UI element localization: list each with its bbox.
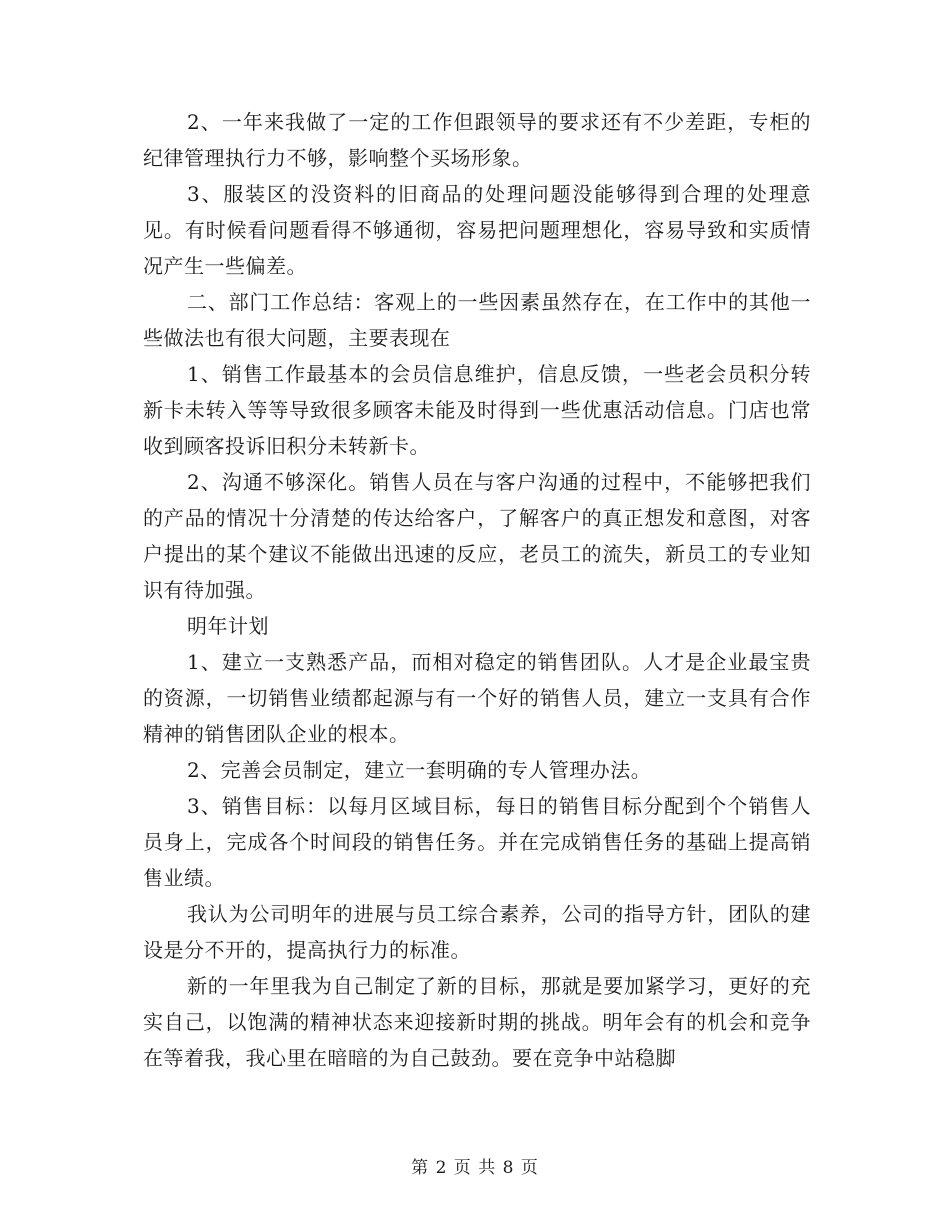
paragraph-3: 二、部门工作总结：客观上的一些因素虽然存在，在工作中的其他一些做法也有很大问题，主要表现在	[143, 290, 811, 350]
paragraph-4: 1、销售工作最基本的会员信息维护，信息反馈，一些老会员积分转新卡未转入等等导致很多顾客未能及时得到一些优惠活动信息。门店也常收到顾客投诉旧积分未转新卡。	[143, 362, 811, 458]
paragraph-8: 2、完善会员制定，建立一套明确的专人管理办法。	[187, 758, 652, 782]
paragraph-10: 我认为公司明年的进展与员工综合素养，公司的指导方针，团队的建设是分不开的，提高执行力的标准。	[143, 902, 811, 962]
paragraph-1: 2、一年来我做了一定的工作但跟领导的要求还有不少差距，专柜的纪律管理执行力不够，影响整个买场形象。	[143, 110, 811, 170]
paragraph-11: 新的一年里我为自己制定了新的目标，那就是要加紧学习，更好的充实自己，以饱满的精神状态来迎接新时期的挑战。明年会有的机会和竞争在等着我，我心里在暗暗的为自己鼓劲。要在竞争中站稳脚	[143, 974, 811, 1070]
paragraph-2: 3、服装区的没资料的旧商品的处理问题没能够得到合理的处理意见。有时候看问题看得不够通彻，容易把问题理想化，容易导致和实质情况产生一些偏差。	[143, 182, 811, 278]
paragraph-9: 3、销售目标：以每月区域目标，每日的销售目标分配到个个销售人员身上，完成各个时间段的销售任务。并在完成销售任务的基础上提高销售业绩。	[143, 794, 811, 890]
document-body	[143, 104, 811, 1076]
paragraph-5: 2、沟通不够深化。销售人员在与客户沟通的过程中，不能够把我们的产品的情况十分清楚的传达给客户，了解客户的真正想发和意图，对客户提出的某个建议不能做出迅速的反应，老员工的流失，新员工的专业知识有待加强。	[143, 470, 811, 602]
section-heading-plan: 明年计划	[187, 614, 269, 638]
page-number-footer: 第 2 页 共 8 页	[411, 1158, 539, 1178]
paragraph-7: 1、建立一支熟悉产品，而相对稳定的销售团队。人才是企业最宝贵的资源，一切销售业绩都起源与有一个好的销售人员，建立一支具有合作精神的销售团队企业的根本。	[143, 650, 811, 746]
